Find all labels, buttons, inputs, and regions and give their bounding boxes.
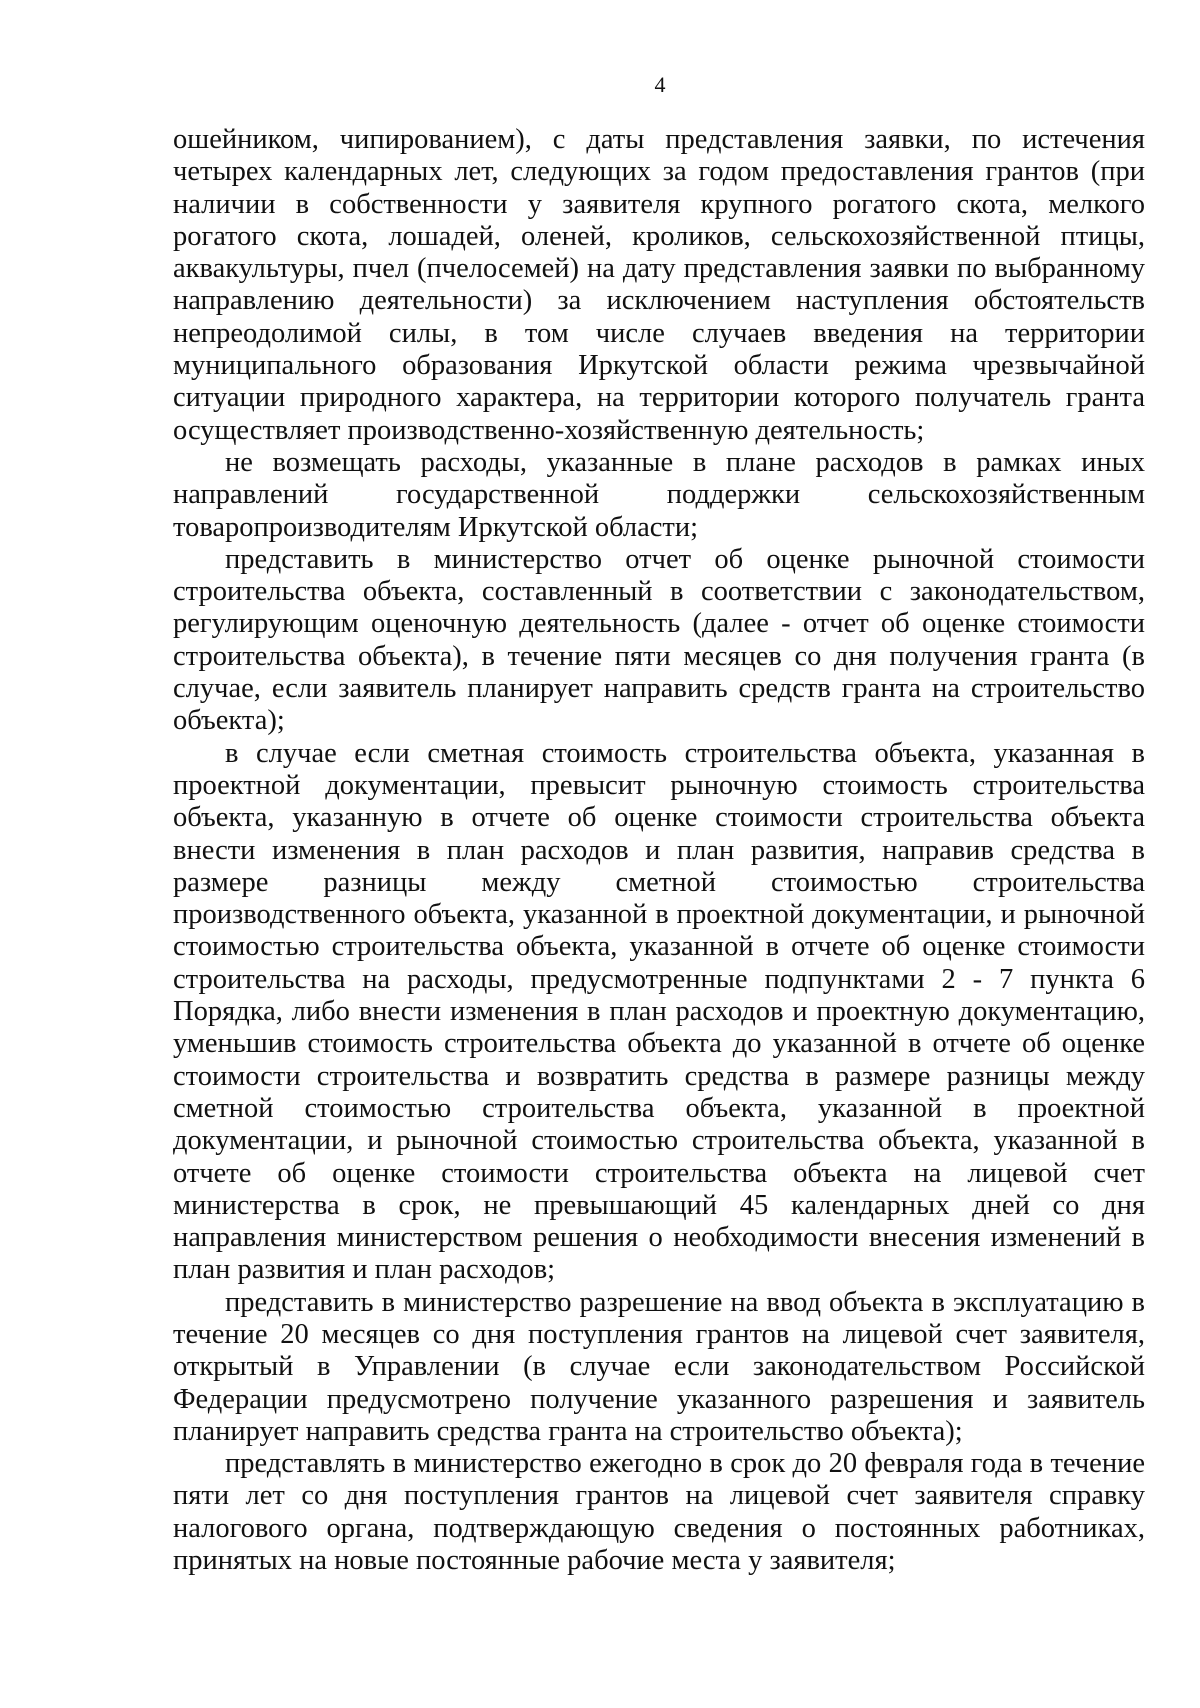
paragraph-tax-certificate: представлять в министерство ежегодно в срок до 20 февраля года в течение пяти лет со дня поступления грантов на лицевой счет заявителя справку налогового органа, подтверждающую сведения о постоянных работниках, принятых на новые постоянные рабочие места у заявителя;: [173, 1448, 1145, 1577]
paragraph-expense-restriction: не возмещать расходы, указанные в плане расходов в рамках иных направлений государственной поддержки сельскохозяйственным товаропроизводителям Иркутской области;: [173, 446, 1145, 543]
paragraph-commissioning-permit: представить в министерство разрешение на ввод объекта в эксплуатацию в течение 20 месяцев со дня поступления грантов на лицевой счет заявителя, открытый в Управлении (в случае если законодательством Российской Федерации предусмотрено получение указанного разрешения и заявитель планирует направить средства гранта на строительство объекта);: [173, 1286, 1145, 1447]
page-number: 4: [654, 72, 666, 97]
paragraph-continuation: ошейником, чипированием), с даты представления заявки, по истечения четырех календарных лет, следующих за годом предоставления грантов (при наличии в собственности у заявителя крупного рогатого скота, мелкого рогатого скота, лошадей, оленей, кроликов, сельскохозяйственной птицы, аквакультуры, пчел (пчелосемей) на дату представления заявки по выбранному направлению деятельности) за исключением наступления обстоятельств непреодолимой силы, в том числе случаев введения на территории муниципального образования Иркутской области режима чрезвычайной ситуации природного характера, на территории которого получатель гранта осуществляет производственно-хозяйственную деятельность;: [173, 124, 1145, 446]
paragraph-valuation-report: представить в министерство отчет об оценке рыночной стоимости строительства объекта, составленный в соответствии с законодательством, регулирующим оценочную деятельность (далее - отчет об оценке стоимости строительства объекта), в течение пяти месяцев со дня получения гранта (в случае, если заявитель планирует направить средств гранта на строительство объекта);: [173, 543, 1145, 737]
paragraph-cost-difference: в случае если сметная стоимость строительства объекта, указанная в проектной документации, превысит рыночную стоимость строительства объекта, указанную в отчете об оценке стоимости строительства объекта внести изменения в план расходов и план развития, направив средства в размере разницы между сметной стоимостью строительства производственного объекта, указанной в проектной документации, и рыночной стоимостью строительства объекта, указанной в отчете об оценке стоимости строительства на расходы, предусмотренные подпунктами 2 - 7 пункта 6 Порядка, либо внести изменения в план расходов и проектную документацию, уменьшив стоимость строительства объекта до указанной в отчете об оценке стоимости строительства и возвратить средства в размере разницы между сметной стоимостью строительства объекта, указанной в проектной документации, и рыночной стоимостью строительства объекта, указанной в отчете об оценке стоимости строительства объекта на лицевой счет министерства в срок, не превышающий 45 календарных дней со дня направления министерством решения о необходимости внесения изменений в план развития и план расходов;: [173, 737, 1145, 1286]
document-body: [173, 124, 1145, 1577]
